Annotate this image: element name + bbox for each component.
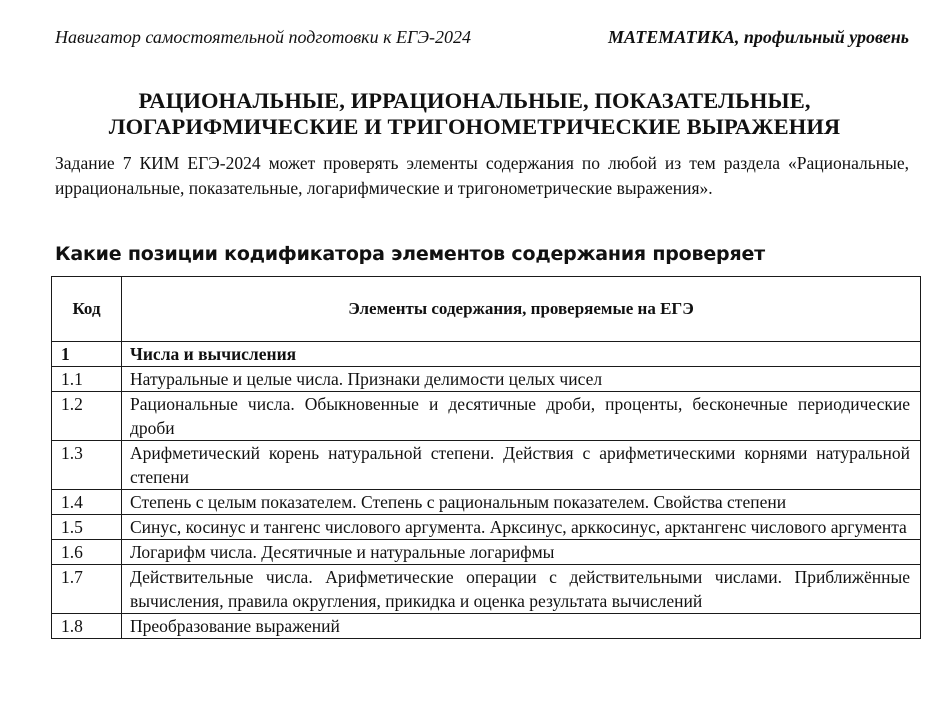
- page-title-line-2: ЛОГАРИФМИЧЕСКИЕ И ТРИГОНОМЕТРИЧЕСКИЕ ВЫРАЖЕНИЯ: [108, 114, 841, 139]
- running-header: [55, 26, 909, 48]
- table-row: [52, 540, 921, 565]
- table-row: [52, 565, 921, 614]
- table-row: [52, 490, 921, 515]
- row-code: 1.8: [52, 614, 122, 639]
- row-code: 1: [52, 342, 122, 367]
- table-header-row: [52, 277, 921, 342]
- row-code: 1.7: [52, 565, 122, 614]
- row-code: 1.4: [52, 490, 122, 515]
- row-code: 1.2: [52, 392, 122, 441]
- table-row: [52, 515, 921, 540]
- section-subheading: Какие позиции кодификатора элементов содержания проверяет: [55, 243, 765, 265]
- row-code: 1.5: [52, 515, 122, 540]
- row-text: Логарифм числа. Десятичные и натуральные логарифмы: [122, 540, 921, 565]
- row-text: Арифметический корень натуральной степени. Действия с арифметическими корнями натуральной степени: [122, 441, 921, 490]
- table-row: [52, 441, 921, 490]
- column-header-elements: Элементы содержания, проверяемые на ЕГЭ: [122, 277, 921, 342]
- table-row: [52, 367, 921, 392]
- header-right-text: МАТЕМАТИКА, профильный уровень: [607, 27, 909, 47]
- table-row: [52, 392, 921, 441]
- row-text: Натуральные и целые числа. Признаки делимости целых чисел: [122, 367, 921, 392]
- row-text: Действительные числа. Арифметические операции с действительными числами. Приближённые вычисления, правила округления, прикидка и оценка результата вычислений: [122, 565, 921, 614]
- row-code: 1.3: [52, 441, 122, 490]
- row-text: Числа и вычисления: [122, 342, 921, 367]
- codifier-table: [51, 276, 921, 639]
- row-code: 1.1: [52, 367, 122, 392]
- table-row: [52, 614, 921, 639]
- row-text: Синус, косинус и тангенс числового аргумента. Арксинус, арккосинус, арктангенс числового аргумента: [122, 515, 921, 540]
- header-left-text: Навигатор самостоятельной подготовки к ЕГЭ-2024: [55, 27, 472, 47]
- page-title: [40, 88, 909, 140]
- row-text: Рациональные числа. Обыкновенные и десятичные дроби, проценты, бесконечные периодические дроби: [122, 392, 921, 441]
- row-text: Преобразование выражений: [122, 614, 921, 639]
- row-code: 1.6: [52, 540, 122, 565]
- intro-paragraph: Задание 7 КИМ ЕГЭ-2024 может проверять элементы содержания по любой из тем раздела «Рациональные, иррациональные, показательные, логарифмические и тригонометрические выражения».: [55, 153, 909, 198]
- page-title-line-1: РАЦИОНАЛЬНЫЕ, ИРРАЦИОНАЛЬНЫЕ, ПОКАЗАТЕЛЬНЫЕ,: [138, 88, 811, 113]
- table-row: [52, 342, 921, 367]
- column-header-code: Код: [52, 277, 122, 342]
- row-text: Степень с целым показателем. Степень с рациональным показателем. Свойства степени: [122, 490, 921, 515]
